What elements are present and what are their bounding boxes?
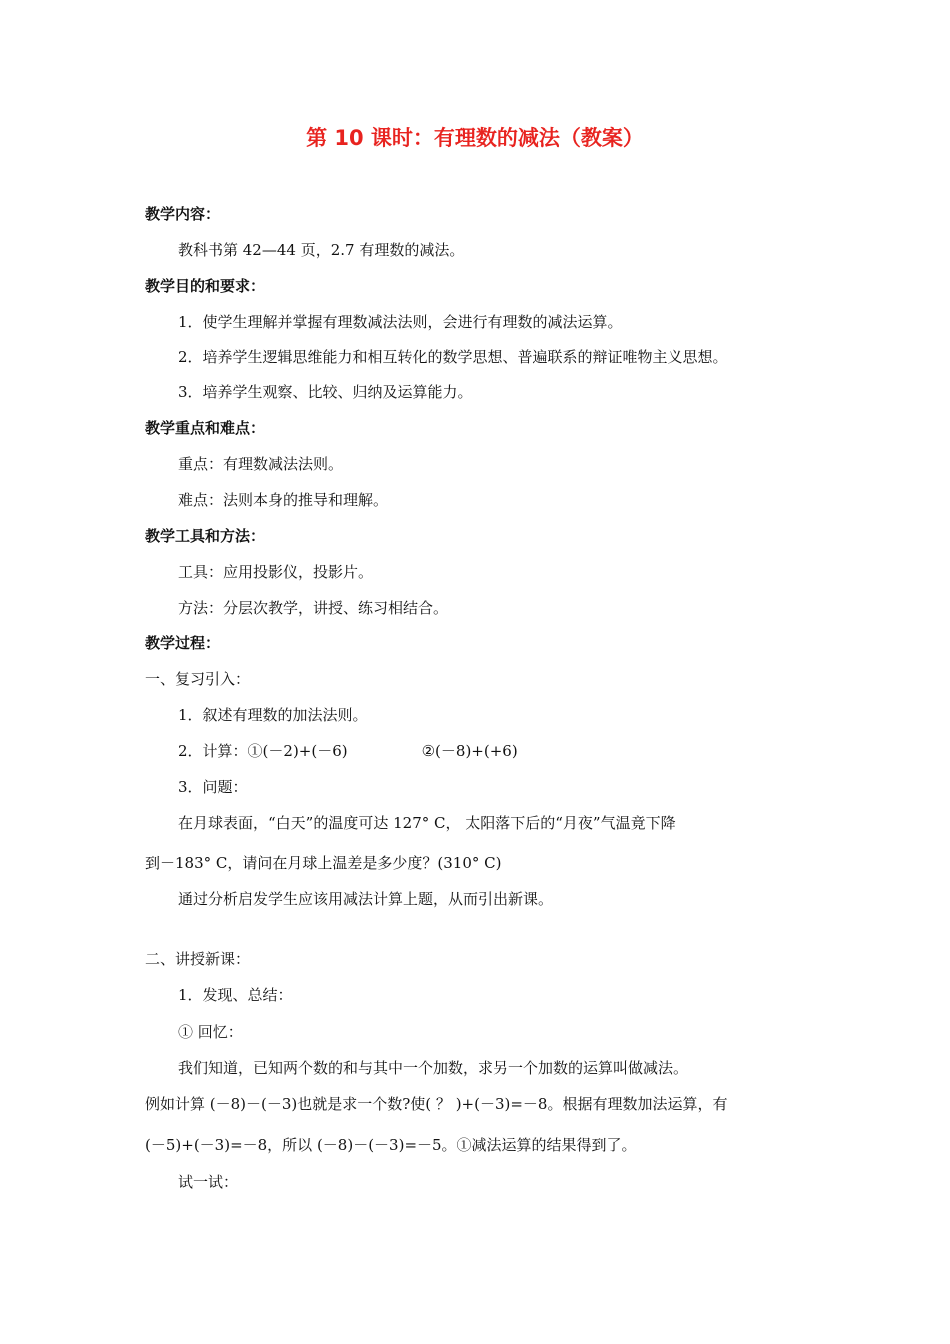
tools-text: 工具：应用投影仪，投影片。 <box>178 563 374 581</box>
part1-title: 一、复习引入： <box>145 670 251 688</box>
recall-label: ① 回忆： <box>178 1023 243 1041</box>
key-point-focus: 重点：有理数减法法则。 <box>178 455 344 473</box>
analysis-text: 通过分析启发学生应该用减法计算上题，从而引出新课。 <box>178 890 554 908</box>
part1-item-3: 3．问题： <box>178 778 248 796</box>
heading-teaching-goals: 教学目的和要求： <box>145 277 266 295</box>
method-text: 方法：分层次教学，讲授、练习相结合。 <box>178 599 449 617</box>
subtraction-definition: 我们知道，已知两个数的和与其中一个加数，求另一个加数的运算叫做减法。 <box>178 1059 689 1077</box>
key-point-difficulty: 难点：法则本身的推导和理解。 <box>178 491 389 509</box>
heading-tools-methods: 教学工具和方法： <box>145 527 266 545</box>
part2-title: 二、讲授新课： <box>145 950 251 968</box>
goal-item-2: 2．培养学生逻辑思维能力和相互转化的数学思想、普遍联系的辩证唯物主义思想。 <box>178 348 728 366</box>
part2-item-1: 1．发现、总结： <box>178 986 293 1004</box>
try-label: 试一试： <box>178 1173 239 1191</box>
problem-line-1: 在月球表面，“白天”的温度可达 127° C， 太阳落下后的“月夜”气温竟下降 <box>178 814 676 832</box>
heading-teaching-content: 教学内容： <box>145 205 221 223</box>
goal-item-1: 1．使学生理解并掌握有理数减法法则，会进行有理数的减法运算。 <box>178 313 623 331</box>
example-line-1: 例如计算 (－8)－(－3)也就是求一个数?使( ？ )+(－3)=－8。根据有理数加法运算，有 <box>145 1095 728 1113</box>
part1-item-1: 1．叙述有理数的加法法则。 <box>178 706 368 724</box>
example-line-2: (－5)+(－3)=－8，所以 (－8)－(－3)=－5。①减法运算的结果得到了。 <box>145 1136 637 1154</box>
part1-item-2 <box>178 741 518 761</box>
problem-line-2: 到－183° C，请问在月球上温差是多少度？(310° C) <box>145 854 502 872</box>
calc-expression-2: ②(－8)+(+6) <box>421 742 518 760</box>
heading-teaching-process: 教学过程： <box>145 634 221 652</box>
document-title: 第 10 课时：有理数的减法（教案） <box>306 126 644 150</box>
content-text: 教科书第 42—44 页，2.7 有理数的减法。 <box>178 241 465 259</box>
goal-item-3: 3．培养学生观察、比较、归纳及运算能力。 <box>178 383 473 401</box>
heading-key-points: 教学重点和难点： <box>145 419 266 437</box>
calc-expression-1: 2．计算：①(－2)+(－6) <box>178 742 348 760</box>
